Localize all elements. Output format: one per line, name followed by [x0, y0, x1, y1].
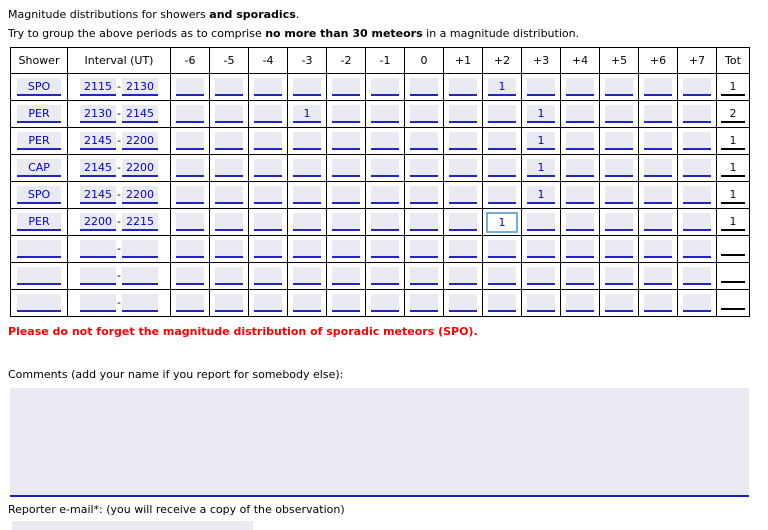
- magnitude-input-plusminus-2[interactable]: [488, 105, 516, 123]
- interval-dash: -: [117, 269, 121, 282]
- magnitude-input-plusminus-1[interactable]: [449, 105, 477, 123]
- interval-to-input[interactable]: [122, 186, 158, 204]
- interval-from-input[interactable]: [80, 159, 116, 177]
- magnitude-input-minus-3[interactable]: [293, 294, 321, 312]
- magnitude-input-minus-4[interactable]: [254, 186, 282, 204]
- magnitude-input-minus-2[interactable]: [332, 267, 360, 285]
- interval-from-input[interactable]: [80, 240, 116, 258]
- magnitude-input-plusminus-5[interactable]: [605, 240, 633, 258]
- magnitude-input-plusminus-4[interactable]: [566, 186, 594, 204]
- magnitude-input-plusminus-2[interactable]: [488, 240, 516, 258]
- total-value: 1: [721, 133, 745, 150]
- interval-to-input[interactable]: [122, 213, 158, 231]
- magnitude-input-minus-2[interactable]: [332, 105, 360, 123]
- magnitude-input-plusminus-5[interactable]: [605, 186, 633, 204]
- magnitude-input-plusminus-7[interactable]: [683, 132, 711, 150]
- table-row: [11, 128, 750, 155]
- interval-to-input[interactable]: [122, 294, 158, 312]
- magnitude-input-minus-5[interactable]: [215, 105, 243, 123]
- magnitude-input-minus-5[interactable]: [215, 240, 243, 258]
- magnitude-input-minus-4[interactable]: [254, 267, 282, 285]
- total-value: 1: [721, 79, 745, 96]
- magnitude-input-plusminus-7[interactable]: [683, 78, 711, 96]
- column-header-1: +1: [444, 48, 483, 74]
- magnitude-input-plusminus-5[interactable]: [605, 267, 633, 285]
- intro-line-2-bold: no more than 30 meteors: [265, 27, 423, 40]
- magnitude-input-plusminus-6[interactable]: [644, 240, 672, 258]
- magnitude-input-plusminus-7[interactable]: [683, 213, 711, 231]
- magnitude-input-minus-4[interactable]: [254, 78, 282, 96]
- magnitude-input-plusminus-4[interactable]: [566, 132, 594, 150]
- magnitude-input-minus-4[interactable]: [254, 294, 282, 312]
- magnitude-input-plusminus-4[interactable]: [566, 294, 594, 312]
- magnitude-input-minus-6[interactable]: [176, 186, 204, 204]
- intro-line-2: [8, 22, 768, 41]
- magnitude-input-minus-3[interactable]: [293, 186, 321, 204]
- reporter-email-label: Reporter e-mail*: (you will receive a copy of the observation): [8, 503, 345, 516]
- magnitude-input-plusminus-4[interactable]: [566, 240, 594, 258]
- column-header-6: -6: [171, 48, 210, 74]
- magnitude-input-plusminus-7[interactable]: [683, 267, 711, 285]
- column-header-2: -2: [327, 48, 366, 74]
- magnitude-input-minus-5[interactable]: [215, 294, 243, 312]
- magnitude-input-plusminus-1[interactable]: [449, 213, 477, 231]
- column-header-6: +6: [639, 48, 678, 74]
- interval-dash: -: [117, 188, 121, 201]
- magnitude-input-0[interactable]: [410, 78, 438, 96]
- magnitude-input-minus-1[interactable]: [371, 240, 399, 258]
- magnitude-input-minus-6[interactable]: [176, 294, 204, 312]
- interval-to-input[interactable]: [122, 159, 158, 177]
- total-value: 1: [721, 160, 745, 177]
- column-header-5: -5: [210, 48, 249, 74]
- magnitude-input-minus-2[interactable]: [332, 132, 360, 150]
- interval-from-input[interactable]: [80, 213, 116, 231]
- magnitude-input-minus-3[interactable]: [293, 159, 321, 177]
- intro-line-1-period: .: [295, 8, 300, 21]
- interval-dash: -: [117, 242, 121, 255]
- magnitude-input-minus-6[interactable]: [176, 240, 204, 258]
- magnitude-input-0[interactable]: [410, 132, 438, 150]
- table-row: [11, 209, 750, 236]
- magnitude-input-minus-5[interactable]: [215, 267, 243, 285]
- shower-input[interactable]: [17, 105, 61, 123]
- magnitude-input-plusminus-6[interactable]: [644, 78, 672, 96]
- magnitude-input-plusminus-1[interactable]: [449, 186, 477, 204]
- magnitude-input-0[interactable]: [410, 105, 438, 123]
- column-header-4: +4: [561, 48, 600, 74]
- magnitude-input-plusminus-7[interactable]: [683, 186, 711, 204]
- magnitude-input-minus-1[interactable]: [371, 267, 399, 285]
- header-row: [11, 48, 750, 74]
- column-header-3: +3: [522, 48, 561, 74]
- shower-input[interactable]: [17, 294, 61, 312]
- magnitude-input-plusminus-3[interactable]: [527, 78, 555, 96]
- magnitude-input-minus-1[interactable]: [371, 132, 399, 150]
- magnitude-input-minus-4[interactable]: [254, 132, 282, 150]
- magnitude-input-minus-3[interactable]: [293, 105, 321, 123]
- interval-from-input[interactable]: [80, 78, 116, 96]
- magnitude-input-0[interactable]: [410, 267, 438, 285]
- magnitude-input-plusminus-1[interactable]: [449, 294, 477, 312]
- magnitude-input-plusminus-6[interactable]: [644, 105, 672, 123]
- table-header: [11, 48, 750, 74]
- intro-line-2-text: Try to group the above periods as to comprise: [8, 27, 266, 40]
- magnitude-input-minus-2[interactable]: [332, 213, 360, 231]
- total-value: [721, 239, 745, 256]
- magnitude-input-plusminus-3[interactable]: [527, 267, 555, 285]
- shower-input[interactable]: [17, 213, 61, 231]
- magnitude-input-plusminus-4[interactable]: [566, 159, 594, 177]
- table-row: [11, 236, 750, 263]
- table-row: [11, 74, 750, 101]
- magnitude-input-0[interactable]: [410, 294, 438, 312]
- magnitude-input-minus-5[interactable]: [215, 78, 243, 96]
- table-row: [11, 155, 750, 182]
- interval-from-input[interactable]: [80, 105, 116, 123]
- magnitude-distribution-table: [10, 47, 750, 317]
- column-header-4: -4: [249, 48, 288, 74]
- magnitude-input-plusminus-3[interactable]: [527, 132, 555, 150]
- interval-to-input[interactable]: [122, 105, 158, 123]
- magnitude-input-plusminus-5[interactable]: [605, 78, 633, 96]
- magnitude-input-minus-6[interactable]: [176, 213, 204, 231]
- magnitude-input-plusminus-7[interactable]: [683, 240, 711, 258]
- magnitude-input-minus-4[interactable]: [254, 159, 282, 177]
- magnitude-input-minus-3[interactable]: [293, 240, 321, 258]
- total-value: 1: [721, 187, 745, 204]
- shower-input[interactable]: [17, 78, 61, 96]
- magnitude-input-plusminus-1[interactable]: [449, 78, 477, 96]
- intro-line-1: [8, 0, 768, 22]
- magnitude-input-plusminus-6[interactable]: [644, 132, 672, 150]
- magnitude-input-plusminus-4[interactable]: [566, 213, 594, 231]
- shower-input[interactable]: [17, 267, 61, 285]
- column-header-shower: Shower: [11, 48, 68, 74]
- magnitude-input-minus-1[interactable]: [371, 105, 399, 123]
- shower-input[interactable]: [17, 186, 61, 204]
- magnitude-input-minus-1[interactable]: [371, 159, 399, 177]
- magnitude-input-plusminus-7[interactable]: [683, 159, 711, 177]
- interval-dash: -: [117, 134, 121, 147]
- column-header-2: +2: [483, 48, 522, 74]
- column-header-5: +5: [600, 48, 639, 74]
- magnitude-input-plusminus-1[interactable]: [449, 132, 477, 150]
- magnitude-input-0[interactable]: [410, 159, 438, 177]
- column-header-tot: Tot: [717, 48, 750, 74]
- magnitude-input-plusminus-2[interactable]: [486, 212, 518, 233]
- shower-input[interactable]: [17, 240, 61, 258]
- magnitude-input-plusminus-3[interactable]: [527, 105, 555, 123]
- intro-line-1-bold: and sporadics: [209, 8, 296, 21]
- total-value: 1: [721, 214, 745, 231]
- magnitude-input-minus-5[interactable]: [215, 159, 243, 177]
- magnitude-input-plusminus-1[interactable]: [449, 267, 477, 285]
- total-value: 2: [721, 106, 745, 123]
- magnitude-input-minus-2[interactable]: [332, 240, 360, 258]
- magnitude-input-minus-6[interactable]: [176, 105, 204, 123]
- interval-from-input[interactable]: [80, 267, 116, 285]
- magnitude-input-minus-4[interactable]: [254, 213, 282, 231]
- comments-label: Comments (add your name if you report for somebody else):: [8, 368, 344, 381]
- magnitude-input-minus-3[interactable]: [293, 132, 321, 150]
- shower-input[interactable]: [17, 132, 61, 150]
- interval-dash: -: [117, 215, 121, 228]
- table-row: [11, 182, 750, 209]
- interval-to-input[interactable]: [122, 132, 158, 150]
- magnitude-input-plusminus-3[interactable]: [527, 240, 555, 258]
- magnitude-input-plusminus-1[interactable]: [449, 240, 477, 258]
- magnitude-input-minus-1[interactable]: [371, 186, 399, 204]
- magnitude-input-plusminus-5[interactable]: [605, 105, 633, 123]
- magnitude-input-minus-6[interactable]: [176, 132, 204, 150]
- magnitude-input-minus-1[interactable]: [371, 78, 399, 96]
- magnitude-input-plusminus-2[interactable]: [488, 267, 516, 285]
- interval-dash: -: [117, 161, 121, 174]
- interval-dash: -: [117, 80, 121, 93]
- magnitude-input-0[interactable]: [410, 186, 438, 204]
- column-header-7: +7: [678, 48, 717, 74]
- magnitude-input-plusminus-2[interactable]: [488, 132, 516, 150]
- magnitude-input-minus-3[interactable]: [293, 213, 321, 231]
- magnitude-input-plusminus-5[interactable]: [605, 294, 633, 312]
- interval-from-input[interactable]: [80, 186, 116, 204]
- total-value: [721, 293, 745, 310]
- magnitude-input-minus-2[interactable]: [332, 159, 360, 177]
- magnitude-input-plusminus-3[interactable]: [527, 294, 555, 312]
- table-row: [11, 101, 750, 128]
- magnitude-input-plusminus-6[interactable]: [644, 159, 672, 177]
- column-header-interval-ut: Interval (UT): [68, 48, 171, 74]
- magnitude-input-plusminus-4[interactable]: [566, 105, 594, 123]
- table-row: [11, 290, 750, 317]
- interval-from-input[interactable]: [80, 294, 116, 312]
- magnitude-input-plusminus-6[interactable]: [644, 213, 672, 231]
- magnitude-input-minus-5[interactable]: [215, 186, 243, 204]
- magnitude-input-minus-6[interactable]: [176, 267, 204, 285]
- magnitude-input-plusminus-3[interactable]: [527, 213, 555, 231]
- magnitude-input-plusminus-6[interactable]: [644, 186, 672, 204]
- magnitude-input-minus-2[interactable]: [332, 186, 360, 204]
- magnitude-input-minus-1[interactable]: [371, 213, 399, 231]
- magnitude-input-minus-3[interactable]: [293, 267, 321, 285]
- magnitude-input-minus-6[interactable]: [176, 159, 204, 177]
- magnitude-input-plusminus-2[interactable]: [488, 159, 516, 177]
- magnitude-input-minus-2[interactable]: [332, 294, 360, 312]
- magnitude-input-minus-4[interactable]: [254, 240, 282, 258]
- magnitude-input-plusminus-7[interactable]: [683, 294, 711, 312]
- magnitude-input-minus-5[interactable]: [215, 213, 243, 231]
- comments-textarea[interactable]: [10, 388, 749, 497]
- interval-from-input[interactable]: [80, 132, 116, 150]
- column-header-1: -1: [366, 48, 405, 74]
- magnitude-input-plusminus-2[interactable]: [488, 186, 516, 204]
- magnitude-input-plusminus-2[interactable]: [488, 78, 516, 96]
- magnitude-input-plusminus-5[interactable]: [605, 159, 633, 177]
- magnitude-input-0[interactable]: [410, 213, 438, 231]
- magnitude-input-minus-5[interactable]: [215, 132, 243, 150]
- magnitude-input-plusminus-4[interactable]: [566, 267, 594, 285]
- magnitude-input-minus-3[interactable]: [293, 78, 321, 96]
- interval-dash: -: [117, 107, 121, 120]
- table-row: [11, 263, 750, 290]
- reporter-email-input[interactable]: [12, 521, 253, 530]
- magnitude-input-plusminus-6[interactable]: [644, 294, 672, 312]
- interval-to-input[interactable]: [122, 78, 158, 96]
- intro-line-2-rest: in a magnitude distribution.: [422, 27, 580, 40]
- magnitude-input-plusminus-3[interactable]: [527, 186, 555, 204]
- magnitude-input-minus-4[interactable]: [254, 105, 282, 123]
- interval-to-input[interactable]: [122, 240, 158, 258]
- column-header-0: 0: [405, 48, 444, 74]
- sporadic-warning-text: Please do not forget the magnitude distribution of sporadic meteors (SPO).: [8, 325, 478, 338]
- magnitude-input-plusminus-1[interactable]: [449, 159, 477, 177]
- magnitude-input-plusminus-7[interactable]: [683, 105, 711, 123]
- interval-to-input[interactable]: [122, 267, 158, 285]
- magnitude-input-0[interactable]: [410, 240, 438, 258]
- magnitude-input-plusminus-4[interactable]: [566, 78, 594, 96]
- total-value: [721, 266, 745, 283]
- magnitude-input-plusminus-6[interactable]: [644, 267, 672, 285]
- magnitude-input-minus-2[interactable]: [332, 78, 360, 96]
- interval-dash: -: [117, 296, 121, 309]
- magnitude-input-plusminus-5[interactable]: [605, 213, 633, 231]
- column-header-3: -3: [288, 48, 327, 74]
- magnitude-input-plusminus-5[interactable]: [605, 132, 633, 150]
- magnitude-input-minus-1[interactable]: [371, 294, 399, 312]
- magnitude-input-plusminus-2[interactable]: [488, 294, 516, 312]
- shower-input[interactable]: [17, 159, 61, 177]
- intro-line-1-text: Magnitude distributions for showers: [8, 8, 210, 21]
- magnitude-input-minus-6[interactable]: [176, 78, 204, 96]
- magnitude-input-plusminus-3[interactable]: [527, 159, 555, 177]
- table-body: [11, 74, 750, 317]
